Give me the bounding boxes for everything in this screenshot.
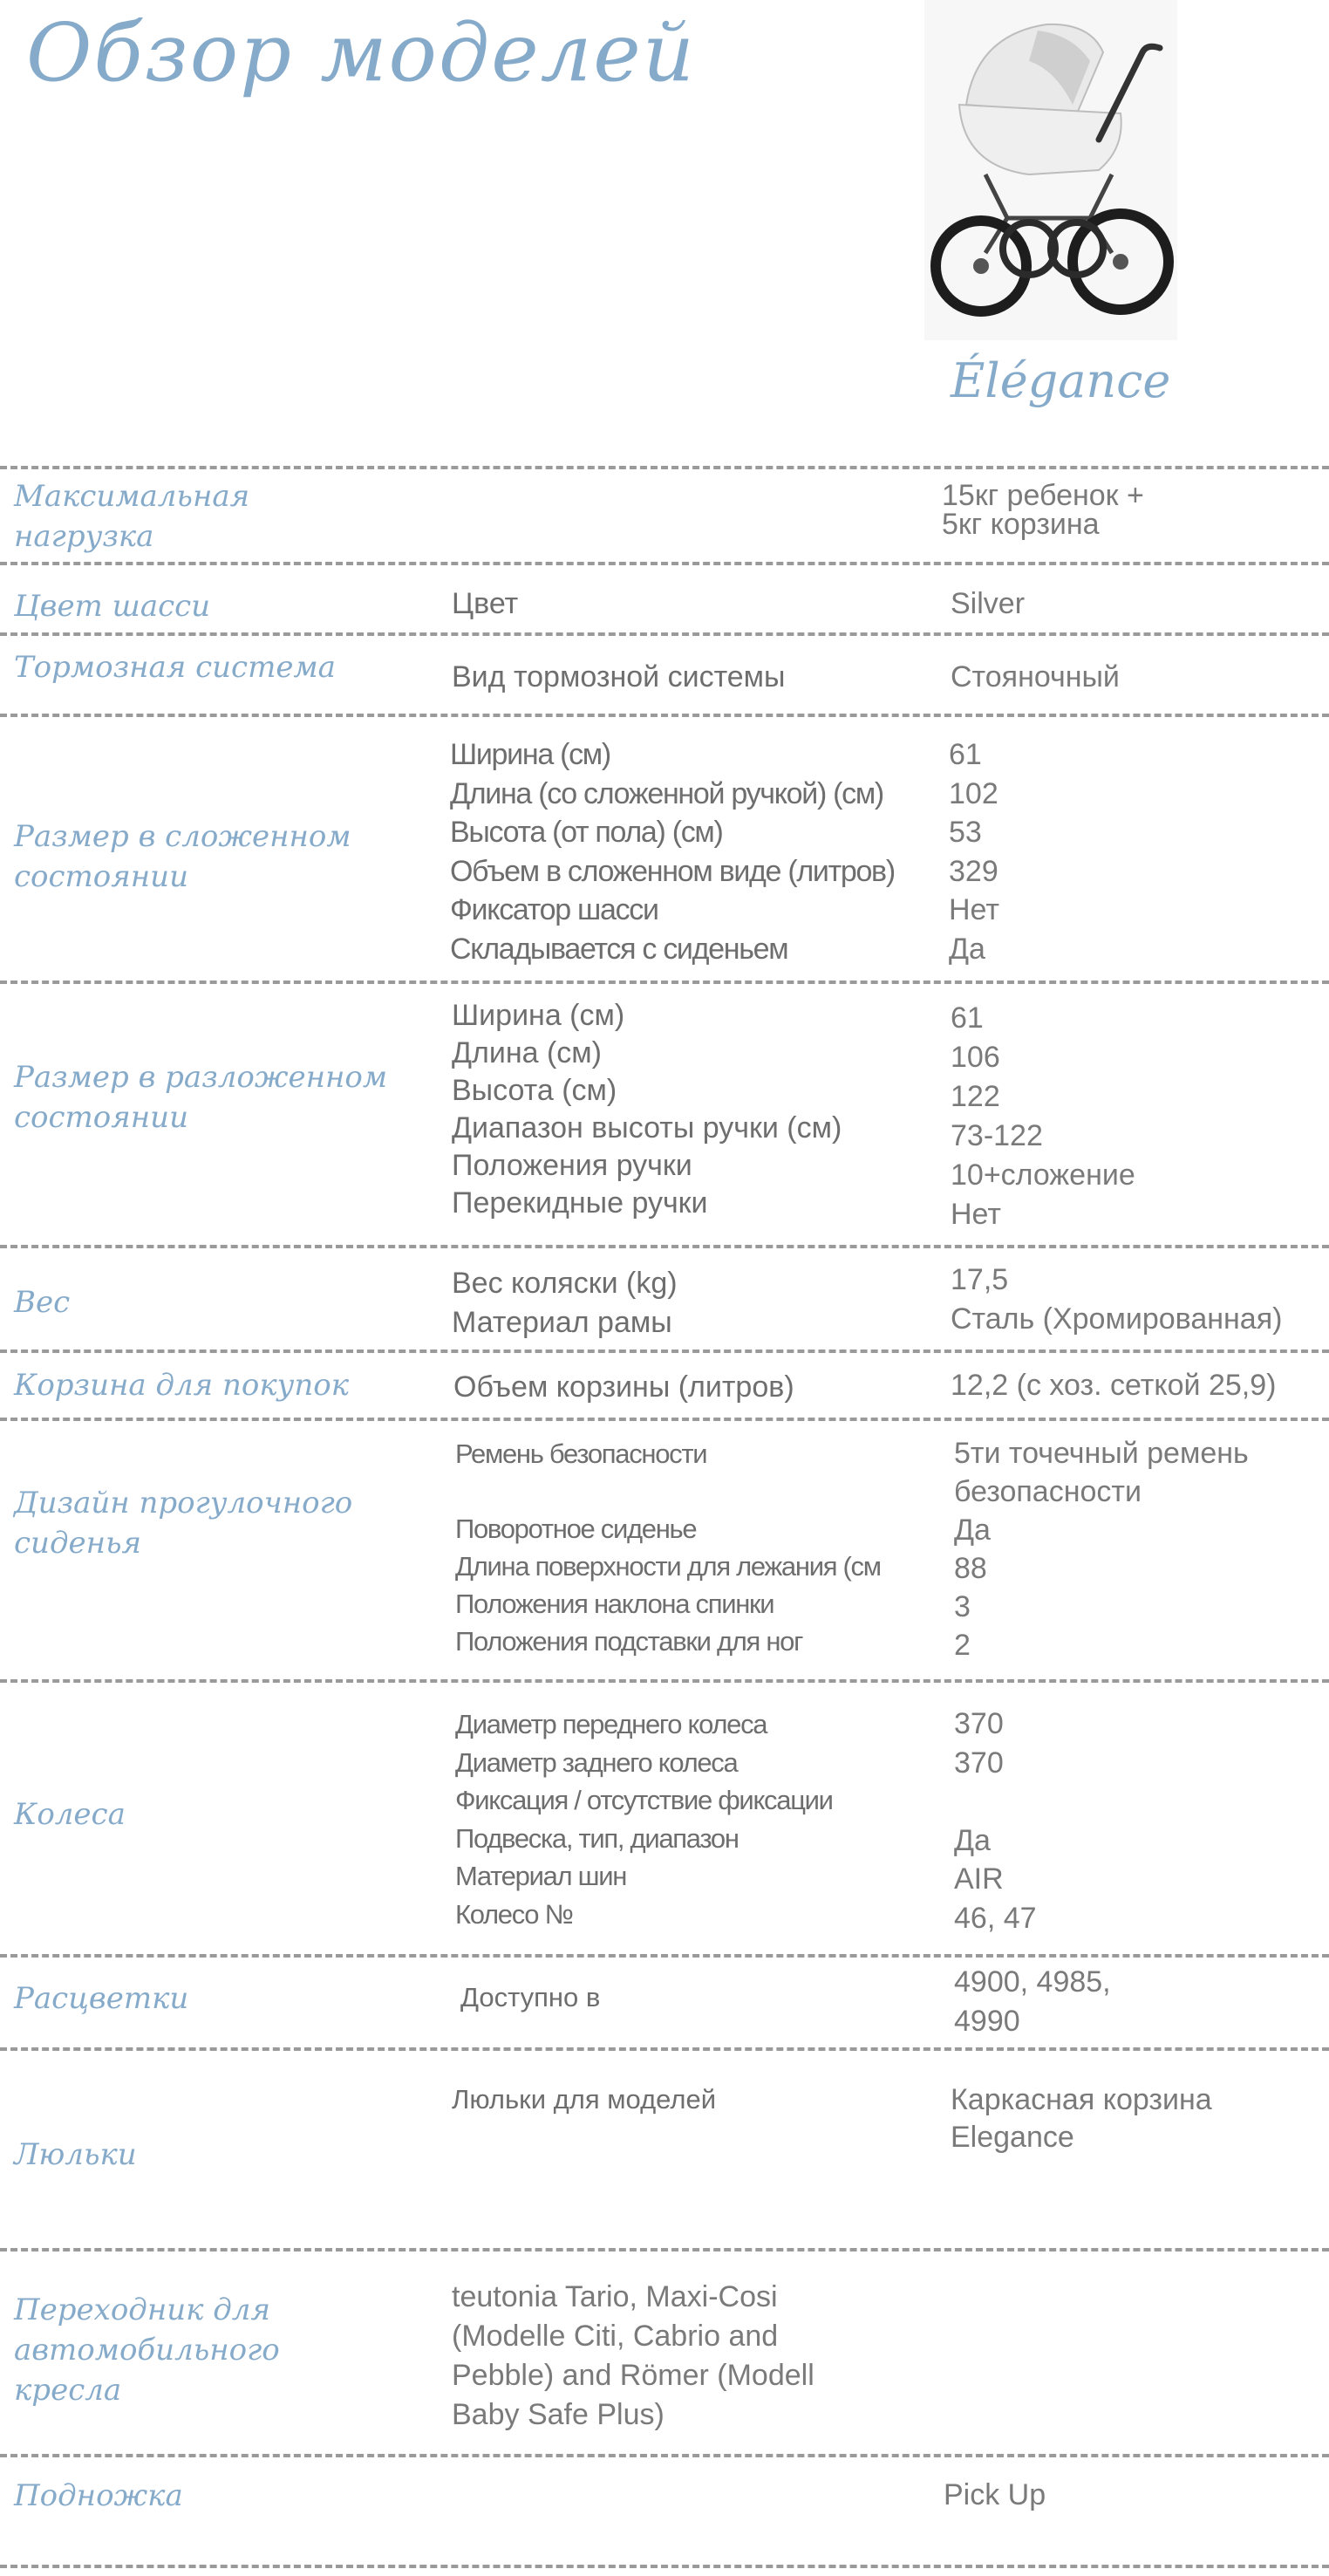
row-divider	[0, 466, 1329, 469]
row-divider	[0, 1418, 1329, 1421]
section-label-unfolded-size: Размер в разложенном состоянии	[14, 1060, 388, 1135]
section-label-basket: Корзина для покупок	[14, 1368, 350, 1403]
section-label-colors: Расцветки	[14, 1981, 189, 2016]
row-divider	[0, 714, 1329, 717]
value-cell: 5кг корзина	[942, 508, 1100, 541]
page-title: Обзор моделей	[26, 6, 696, 99]
row-divider	[0, 1954, 1329, 1958]
value-cell: Нет	[949, 893, 999, 926]
value-cell: 73-122	[951, 1119, 1043, 1152]
values-colors	[954, 1963, 1111, 2040]
value-cell	[954, 1782, 1037, 1821]
param-cell: Baby Safe Plus)	[452, 2398, 664, 2431]
value-cell: 15кг ребенок +	[942, 479, 1144, 512]
row-divider	[0, 2047, 1329, 2051]
value-cell: Сталь (Хромированная)	[951, 1302, 1283, 1336]
values-max-load	[942, 479, 1144, 541]
param-cell: Перекидные ручки	[452, 1186, 708, 1220]
section-label-seat-design: Дизайн прогулочного сиденья	[14, 1486, 353, 1561]
param-cell: Положения подставки для ног	[455, 1626, 803, 1657]
section-label-wheels: Колеса	[14, 1797, 126, 1832]
param-cell	[455, 1472, 881, 1510]
param-cell: (Modelle Citi, Cabrio and	[452, 2320, 779, 2353]
section-label-carrycots: Люльки	[14, 2137, 137, 2172]
row-divider	[0, 1349, 1329, 1353]
param-cell: Объем в сложенном виде (литров)	[450, 854, 895, 888]
value-cell: 329	[949, 854, 998, 888]
model-name: Élégance	[951, 353, 1171, 408]
params-colors	[460, 1978, 600, 2018]
param-cell: Объем корзины (литров)	[453, 1370, 794, 1404]
row-divider	[0, 2248, 1329, 2251]
params-basket	[453, 1368, 794, 1407]
params-seat-design	[455, 1435, 881, 1660]
param-cell: Подвеска, тип, диапазон	[455, 1822, 739, 1854]
value-cell: безопасности	[954, 1475, 1142, 1508]
row-divider	[0, 1245, 1329, 1248]
section-label-folded-size: Размер в сложенном состоянии	[14, 819, 351, 894]
value-cell: Pick Up	[944, 2478, 1046, 2511]
section-label-max-load: Максимальная нагрузка	[14, 479, 250, 554]
value-cell: 61	[951, 1001, 984, 1035]
value-cell: 370	[954, 1746, 1004, 1780]
section-label-footrest: Подножка	[14, 2478, 183, 2513]
value-cell: Каркасная корзина	[951, 2083, 1212, 2116]
values-carrycots	[951, 2081, 1212, 2156]
param-cell: Доступно в	[460, 1982, 601, 2012]
values-brakes	[951, 658, 1120, 697]
param-cell: Вес коляски (kg)	[452, 1267, 678, 1300]
row-divider	[0, 632, 1329, 636]
values-footrest	[944, 2476, 1046, 2515]
value-cell: 2	[954, 1629, 971, 1662]
param-cell: Материал рамы	[452, 1305, 672, 1339]
params-wheels	[455, 1705, 833, 1933]
params-brakes	[452, 658, 785, 697]
param-cell: Длина поверхности для лежания (см	[455, 1551, 881, 1582]
row-divider	[0, 1679, 1329, 1683]
params-carrycots	[452, 2081, 716, 2120]
values-weight	[951, 1261, 1282, 1338]
value-cell: Silver	[951, 587, 1026, 620]
param-cell: Положения ручки	[452, 1149, 692, 1182]
values-wheels	[954, 1705, 1037, 1937]
value-cell: 17,5	[951, 1263, 1009, 1296]
value-cell: 61	[949, 738, 982, 771]
param-cell: Диапазон высоты ручки (см)	[452, 1111, 842, 1145]
param-cell: Вид тормозной системы	[452, 660, 786, 694]
values-unfolded-size	[951, 999, 1135, 1234]
value-cell: 12,2 (с хоз. сеткой 25,9)	[951, 1369, 1277, 1402]
param-cell: Высота (см)	[452, 1074, 617, 1107]
section-label-weight: Вес	[14, 1285, 71, 1320]
value-cell: 122	[951, 1080, 1000, 1113]
param-cell: Фиксация / отсутствие фиксации	[455, 1785, 833, 1815]
row-divider	[0, 2565, 1329, 2568]
value-cell: 46, 47	[954, 1901, 1037, 1935]
param-cell: Диаметр переднего колеса	[455, 1709, 767, 1739]
param-cell: teutonia Tario, Maxi-Cosi	[452, 2280, 778, 2313]
param-cell: Ширина (см)	[450, 738, 610, 771]
value-cell: 4990	[954, 2004, 1020, 2038]
param-cell: Ремень безопасности	[455, 1438, 707, 1469]
param-cell: Высота (от пола) (см)	[450, 816, 723, 849]
params-chassis-color	[452, 584, 518, 624]
value-cell: Нет	[951, 1198, 1001, 1231]
stroller-illustration-icon	[924, 0, 1177, 340]
param-cell: Длина (см)	[452, 1036, 603, 1069]
values-chassis-color	[951, 584, 1025, 624]
values-basket	[951, 1366, 1276, 1405]
param-cell: Диаметр заднего колеса	[455, 1746, 738, 1778]
values-folded-size	[949, 735, 999, 968]
section-label-brakes: Тормозная система	[14, 650, 336, 685]
value-cell: 4900, 4985,	[954, 1965, 1111, 1999]
param-cell: Цвет	[452, 587, 519, 620]
param-cell: Люльки для моделей	[452, 2084, 717, 2115]
value-cell: 106	[951, 1041, 1000, 1074]
param-cell: Ширина (см)	[452, 999, 625, 1032]
section-label-car-seat-adapter: Переходник для автомобильного кресла	[14, 2292, 280, 2408]
params-car-seat-adapter	[452, 2278, 814, 2435]
param-cell: Материал шин	[455, 1861, 627, 1891]
param-cell: Колесо №	[455, 1898, 573, 1930]
param-cell: Длина (со сложенной ручкой) (см)	[450, 776, 883, 810]
value-cell: Да	[954, 1513, 991, 1547]
row-divider	[0, 981, 1329, 984]
param-cell: Складывается с сиденьем	[450, 932, 788, 966]
value-cell: 53	[949, 816, 982, 849]
section-label-chassis-color: Цвет шасси	[14, 589, 211, 624]
param-cell: Pebble) and Römer (Modell	[452, 2359, 814, 2392]
value-cell: Стояночный	[951, 660, 1120, 694]
params-folded-size	[450, 735, 895, 968]
value-cell: Elegance	[951, 2121, 1074, 2154]
value-cell: Да	[954, 1823, 991, 1857]
params-unfolded-size	[452, 997, 842, 1222]
value-cell: 102	[949, 776, 998, 810]
value-cell: Да	[949, 932, 985, 966]
param-cell: Поворотное сиденье	[455, 1513, 697, 1544]
value-cell: 10+сложение	[951, 1158, 1135, 1192]
value-cell: 3	[954, 1590, 971, 1623]
row-divider	[0, 562, 1329, 565]
params-weight	[452, 1264, 678, 1342]
values-seat-design	[954, 1434, 1249, 1664]
row-divider	[0, 2454, 1329, 2457]
value-cell: AIR	[954, 1862, 1004, 1896]
param-cell: Фиксатор шасси	[450, 893, 658, 926]
value-cell: 88	[954, 1552, 987, 1585]
param-cell: Положения наклона спинки	[455, 1589, 774, 1619]
value-cell: 5ти точечный ремень	[954, 1437, 1249, 1470]
value-cell: 370	[954, 1707, 1004, 1740]
